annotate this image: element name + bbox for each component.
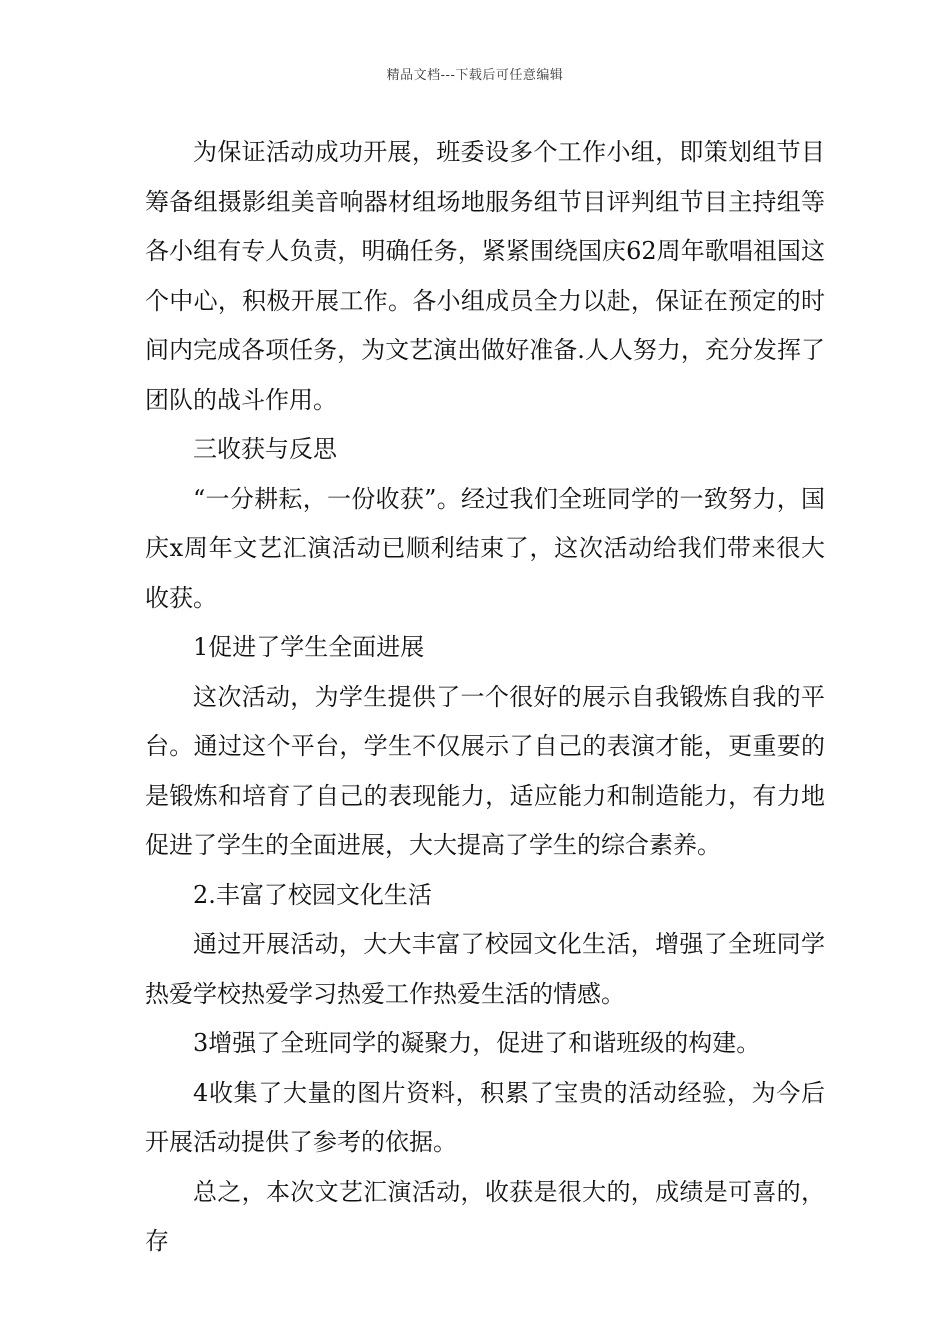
page-header: 精品文档---下载后可任意编辑 [386, 68, 564, 83]
paragraph-harvest-intro: “一分耕耘，一份收获”。经过我们全班同学的一致努力，国庆x周年文艺汇演活动已顺利结束了，这次活动给我们带来很大收获。 [145, 484, 825, 612]
subheading-student-development: 1促进了学生全面进展 [193, 633, 425, 661]
document-body [145, 128, 825, 1267]
subheading-campus-culture: 2.丰富了校园文化生活 [193, 880, 432, 909]
paragraph-summary: 总之，本次文艺汇演活动，收获是很大的，成绩是可喜的，存 [145, 1177, 825, 1255]
section-heading-harvest-reflection: 三收获与反思 [193, 435, 337, 463]
paragraph-student-development: 这次活动，为学生提供了一个很好的展示自我锻炼自我的平台。通过这个平台，学生不仅展示了自己的表演才能，更重要的是锻炼和培育了自己的表现能力，适应能力和制造能力，有力地促进了学生的全面进展，大大提高了学生的综合素养。 [145, 682, 825, 859]
paragraph-work-groups: 为保证活动成功开展，班委设多个工作小组，即策划组节目筹备组摄影组美音响器材组场地服务组节目评判组节目主持组等各小组有专人负责，明确任务，紧紧围绕国庆62周年歌唱祖国这个中心，积极开展工作。各小组成员全力以赴，保证在预定的时间内完成各项任务，为文艺演出做好准备.人人努力，充分发挥了团队的战斗作用。 [145, 138, 825, 414]
paragraph-materials-experience: 4收集了大量的图片资料，积累了宝贵的活动经验，为今后开展活动提供了参考的依据。 [145, 1078, 825, 1156]
paragraph-class-cohesion: 3增强了全班同学的凝聚力，促进了和谐班级的构建。 [193, 1029, 761, 1057]
paragraph-campus-culture: 通过开展活动，大大丰富了校园文化生活，增强了全班同学热爱学校热爱学习热爱工作热爱生活的情感。 [145, 930, 825, 1008]
